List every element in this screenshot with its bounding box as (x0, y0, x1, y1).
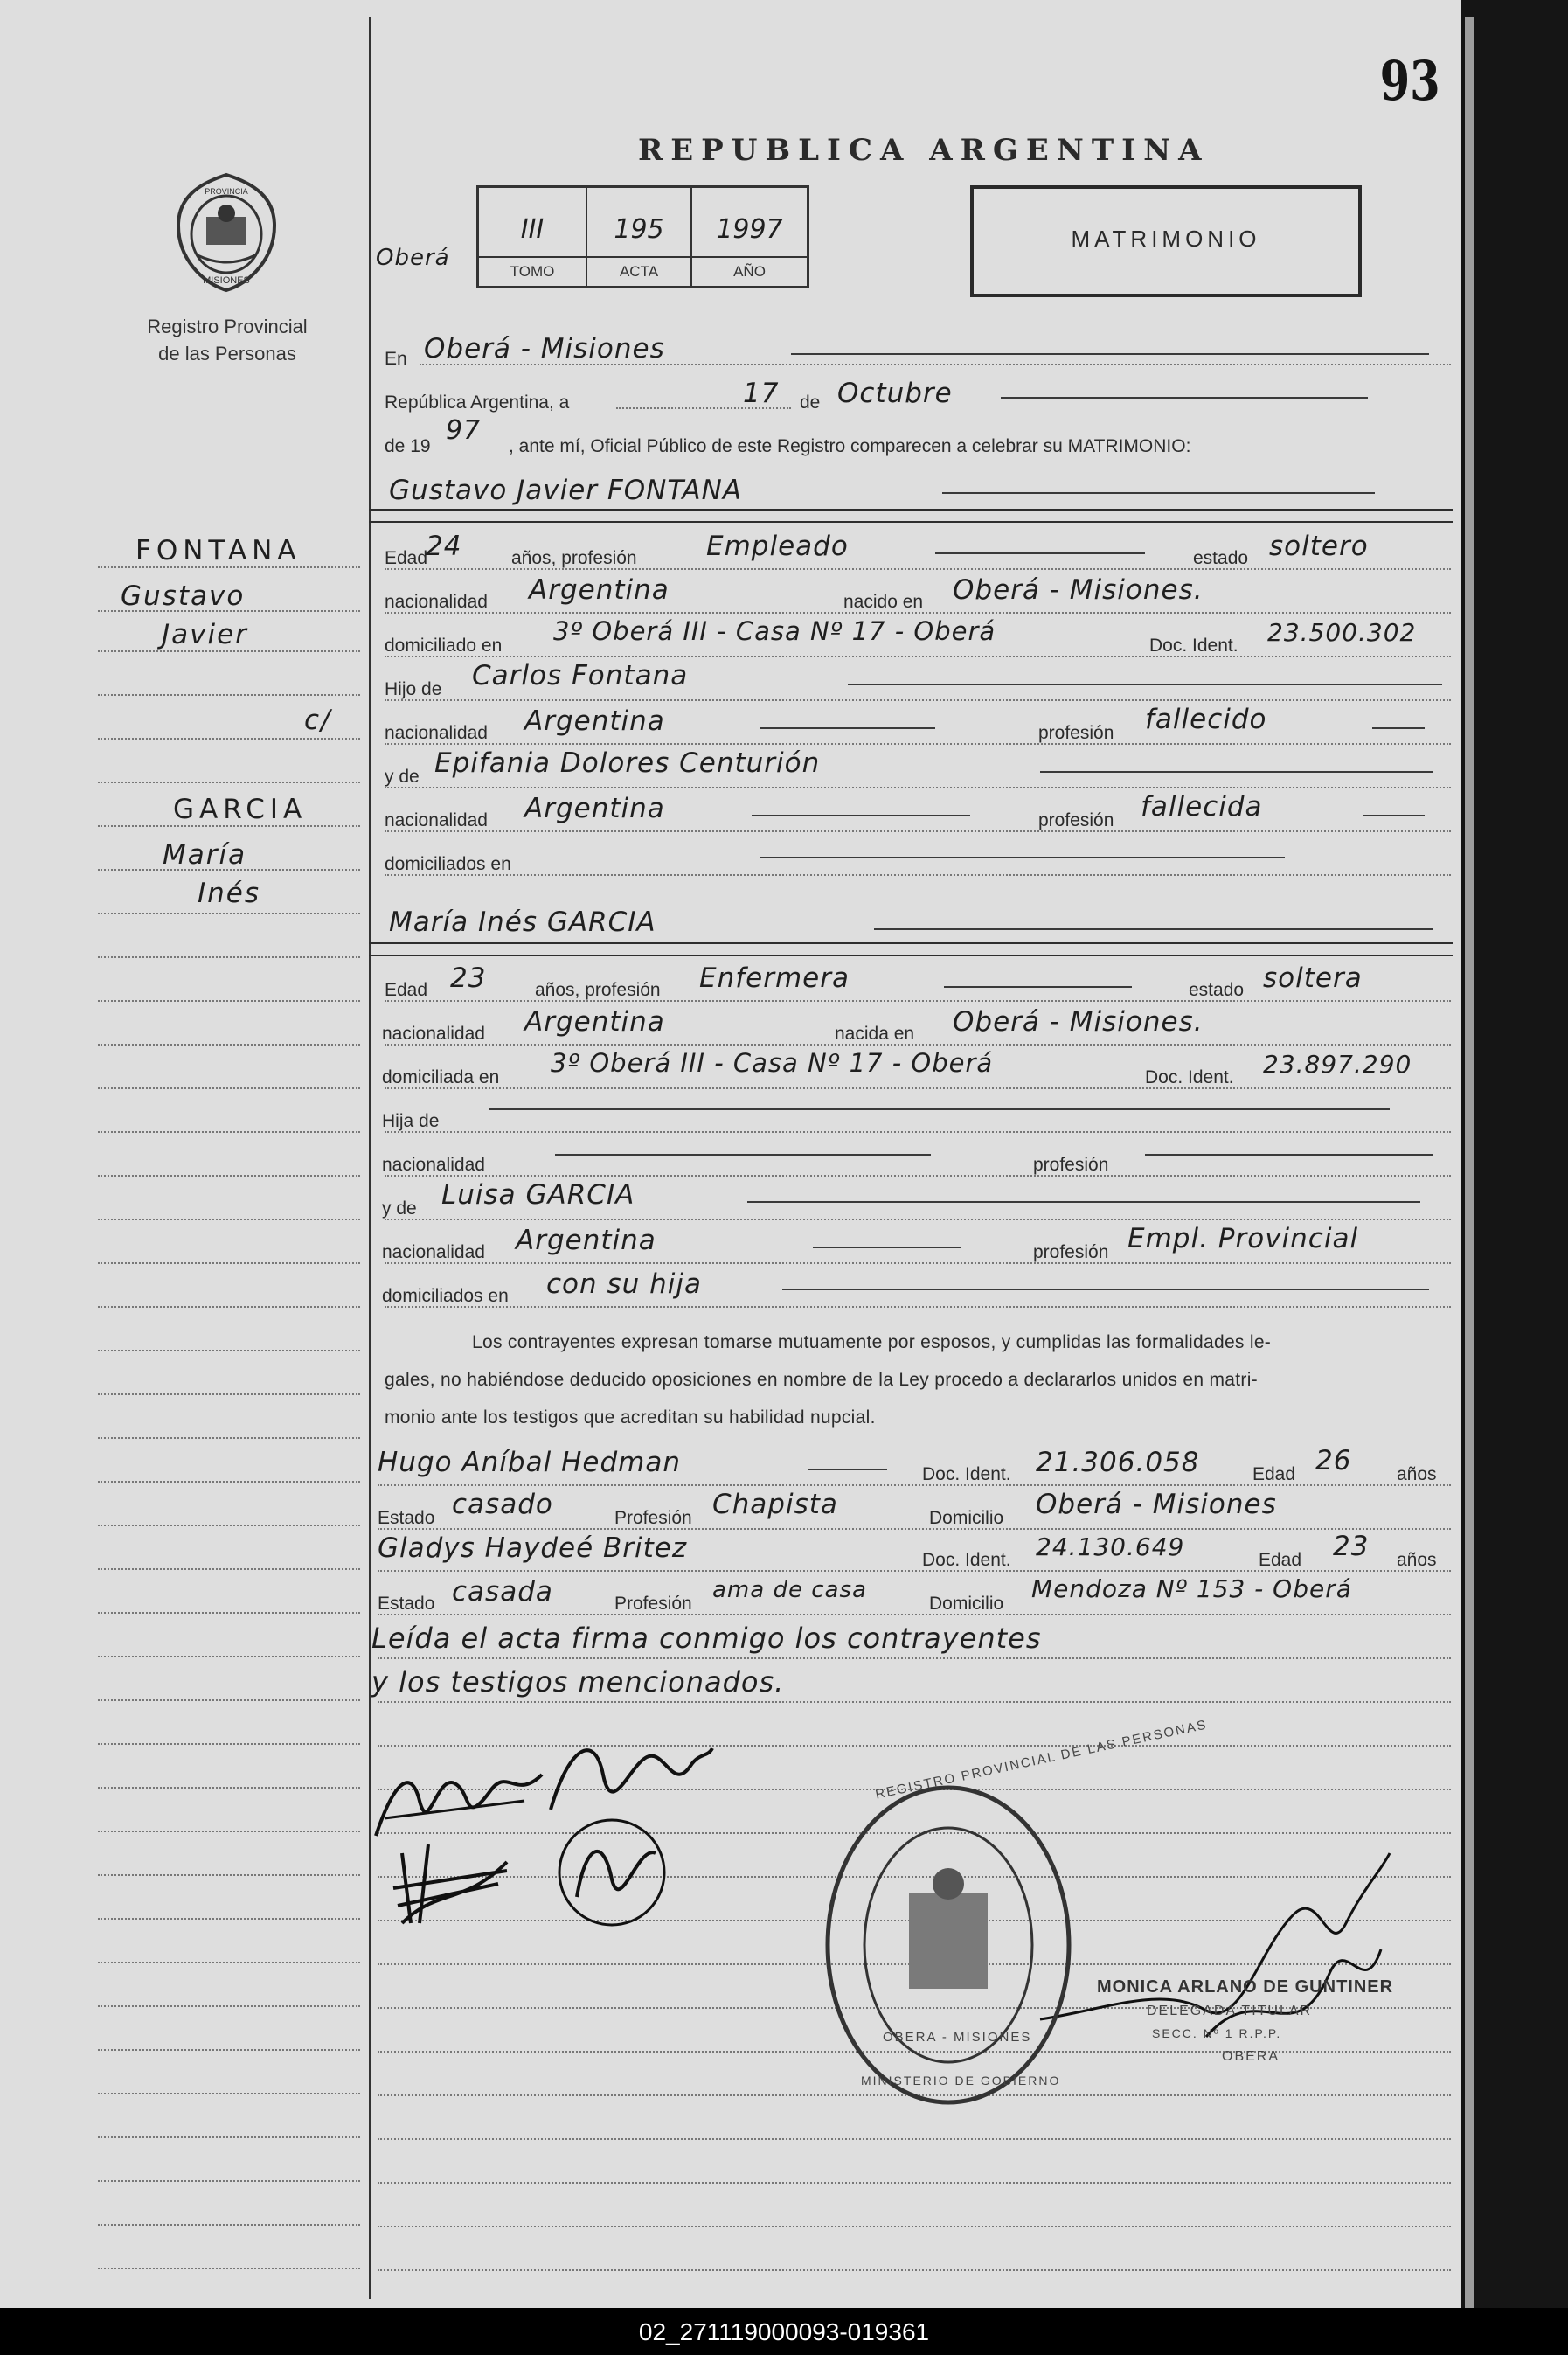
bride-anos-profesion-label: años, profesión (535, 980, 661, 1000)
country-title: REPUBLICA ARGENTINA (638, 133, 1210, 168)
scan-footer-code: 02_271119000093-019361 (638, 2318, 930, 2345)
place-value: Oberá - Misiones (424, 333, 665, 365)
groom-edad: 24 (426, 531, 462, 562)
groom-doc-label: Doc. Ident. (1149, 636, 1238, 656)
bride-madre-prof: Empl. Provincial (1127, 1223, 1359, 1254)
groom-edad-label: Edad (385, 548, 428, 568)
bride-yde-label: y de (382, 1198, 417, 1219)
acta-label: ACTA (619, 263, 659, 280)
republica-label: República Argentina, a (385, 392, 570, 413)
en-label: En (385, 349, 407, 369)
margin-connector: c/ (304, 705, 332, 736)
stamp-ring-text: REGISTRO PROVINCIAL DE LAS PERSONAS (874, 1717, 1209, 1803)
bride-domiciliada-label: domiciliada en (382, 1067, 500, 1087)
groom-domiciliados-label: domiciliados en (385, 854, 511, 874)
groom-madre-prof-label: profesión (1038, 810, 1114, 830)
year-suffix: 97 (446, 415, 482, 446)
official-stamp-title: DELEGADA TITULAR (1147, 2004, 1313, 2018)
witness-1-domicilio: Oberá - Misiones (1036, 1489, 1277, 1520)
tomo-value: III (520, 214, 545, 245)
groom-estado-label: estado (1193, 548, 1249, 568)
groom-padre-prof: fallecido (1145, 704, 1267, 735)
stamp-bottom-text: MINISTERIO DE GOBIERNO (861, 2074, 1061, 2088)
bride-nacida-label: nacida en (835, 1024, 915, 1044)
bride-domiciliados: con su hija (546, 1268, 703, 1300)
declaration-line-1: Los contrayentes expresan tomarse mutuamente por esposos, y cumplidas las formalidades le- (472, 1332, 1272, 1352)
margin-bride-surname: GARCIA (173, 794, 308, 825)
witness-2-domicilio-label: Domicilio (929, 1594, 1004, 1614)
groom-profesion: Empleado (706, 531, 849, 562)
bride-madre-nac-label: nacionalidad (382, 1242, 485, 1262)
bride-edad: 23 (450, 962, 487, 994)
city-annotation: Oberá (376, 245, 450, 271)
margin-bride-given-1: María (163, 839, 247, 871)
bride-doc-label: Doc. Ident. (1145, 1067, 1234, 1087)
bride-padre-nac-label: nacionalidad (382, 1155, 485, 1175)
bride-padre-prof-label: profesión (1033, 1155, 1109, 1175)
witness-2-edad-label: Edad (1259, 1550, 1302, 1570)
witness-1-edad-label: Edad (1252, 1464, 1296, 1484)
ano-label: AÑO (733, 263, 766, 280)
svg-text:MISIONES: MISIONES (203, 275, 250, 286)
groom-doc: 23.500.302 (1267, 618, 1417, 647)
witness-2-domicilio: Mendoza Nº 153 - Oberá (1031, 1574, 1352, 1603)
witness-2-estado: casada (452, 1576, 553, 1608)
official-stamp-city: OBERA (1222, 2049, 1280, 2064)
witness-2-profesion: ama de casa (712, 1577, 867, 1603)
bride-madre-nac: Argentina (516, 1225, 656, 1256)
witness-1-profesion: Chapista (712, 1489, 838, 1520)
groom-domiciliado-label: domiciliado en (385, 636, 503, 656)
witness-2-profesion-label: Profesión (614, 1594, 692, 1614)
bride-doc: 23.897.290 (1263, 1050, 1412, 1079)
groom-estado: soltero (1269, 531, 1369, 562)
groom-nacido: Oberá - Misiones. (953, 574, 1204, 606)
registry-name (114, 313, 341, 367)
bride-edad-label: Edad (385, 980, 428, 1000)
month-value: Octubre (837, 378, 953, 409)
witness-1-estado: casado (452, 1489, 553, 1520)
bride-hija-label: Hija de (382, 1111, 440, 1131)
registry-box (476, 185, 809, 288)
groom-hijo-label: Hijo de (385, 679, 442, 699)
witness-1-doc-label: Doc. Ident. (922, 1464, 1011, 1484)
witness-1-name: Hugo Aníbal Hedman (378, 1447, 681, 1478)
declaration-line-3: monio ante los testigos que acreditan su habilidad nupcial. (385, 1407, 876, 1428)
groom-nacionalidad: Argentina (529, 574, 670, 606)
margin-groom-surname: FONTANA (135, 535, 302, 566)
official-stamp-section: SECC. Nº 1 R.P.P. (1152, 2026, 1282, 2040)
margin-groom-given-2: Javier (162, 619, 248, 650)
witness-2-signature (551, 1810, 673, 1932)
groom-madre: Epifania Dolores Centurión (434, 747, 821, 779)
groom-padre-nac: Argentina (524, 705, 665, 737)
document-type-label: MATRIMONIO (1071, 226, 1261, 252)
witness-1-profesion-label: Profesión (614, 1508, 692, 1528)
witness-2-doc: 24.130.649 (1036, 1532, 1185, 1561)
acta-cell (587, 188, 692, 286)
ante-text: , ante mí, Oficial Público de este Registro comparecen a celebrar su MATRIMONIO: (509, 436, 1191, 456)
groom-padre: Carlos Fontana (472, 660, 689, 691)
bride-nacida: Oberá - Misiones. (953, 1006, 1204, 1038)
bride-profesion: Enfermera (699, 962, 850, 994)
declaration-line-2: gales, no habiéndose deducido oposiciones en nombre de la Ley procedo a declararlos unidos en matri- (385, 1370, 1258, 1390)
bride-madre: Luisa GARCIA (441, 1179, 635, 1211)
ano-value: 1997 (716, 214, 783, 245)
witness-2-doc-label: Doc. Ident. (922, 1550, 1011, 1570)
ano-cell (692, 188, 807, 286)
groom-madre-nac: Argentina (524, 793, 665, 824)
witness-2-estado-label: Estado (378, 1594, 435, 1614)
registry-stamp-icon (822, 1779, 1075, 2111)
groom-nacido-label: nacido en (843, 592, 924, 612)
de-label: de (800, 392, 821, 413)
margin-bride-given-2: Inés (198, 878, 261, 909)
bride-nacionalidad-label: nacionalidad (382, 1024, 485, 1044)
year-prefix: de 19 (385, 436, 431, 456)
groom-nacionalidad-label: nacionalidad (385, 592, 488, 612)
registry-name-line-2: de las Personas (158, 343, 296, 365)
document-type-box (970, 185, 1362, 297)
groom-full-name: Gustavo Javier FONTANA (389, 475, 743, 506)
witness-1-edad: 26 (1315, 1445, 1352, 1476)
groom-madre-nac-label: nacionalidad (385, 810, 488, 830)
registry-name-line-1: Registro Provincial (147, 316, 308, 337)
tomo-label: TOMO (510, 263, 555, 280)
official-stamp-name: MONICA ARLANO DE GUNTINER (1097, 1977, 1394, 1997)
bride-estado-label: estado (1189, 980, 1245, 1000)
closing-line-2: y los testigos mencionados. (371, 1665, 785, 1699)
groom-domicilio: 3º Oberá III - Casa Nº 17 - Oberá (553, 616, 996, 646)
tomo-cell (479, 188, 587, 286)
witness-1-anos-label: años (1397, 1464, 1437, 1484)
margin-groom-given-1: Gustavo (121, 580, 246, 612)
svg-text:PROVINCIA: PROVINCIA (205, 187, 248, 196)
stamp-inner-text: OBERA - MISIONES (883, 2030, 1032, 2045)
bride-domicilio: 3º Oberá III - Casa Nº 17 - Oberá (551, 1048, 994, 1078)
bride-domiciliados-label: domiciliados en (382, 1286, 509, 1306)
groom-padre-prof-label: profesión (1038, 723, 1114, 743)
acta-value: 195 (614, 214, 664, 245)
witness-2-name: Gladys Haydeé Britez (378, 1532, 688, 1564)
witness-1-doc: 21.306.058 (1036, 1447, 1200, 1478)
closing-line-1: Leída el acta firma conmigo los contrayentes (371, 1622, 1042, 1655)
bride-madre-prof-label: profesión (1033, 1242, 1109, 1262)
page-number: 93 (1379, 49, 1440, 113)
groom-anos-profesion-label: años, profesión (511, 548, 637, 568)
groom-padre-nac-label: nacionalidad (385, 723, 488, 743)
bride-nacionalidad: Argentina (524, 1006, 665, 1038)
groom-yde-label: y de (385, 767, 420, 787)
provincial-seal-icon (171, 171, 281, 294)
bride-full-name: María Inés GARCIA (389, 907, 656, 938)
witness-1-estado-label: Estado (378, 1508, 435, 1528)
bride-estado: soltera (1263, 962, 1363, 994)
witness-1-signature (385, 1836, 516, 1932)
witness-2-anos-label: años (1397, 1550, 1437, 1570)
groom-madre-prof: fallecida (1141, 791, 1263, 823)
witness-1-domicilio-label: Domicilio (929, 1508, 1004, 1528)
day-value: 17 (743, 378, 780, 409)
witness-2-edad: 23 (1333, 1531, 1370, 1562)
left-margin-rule (369, 17, 371, 2299)
